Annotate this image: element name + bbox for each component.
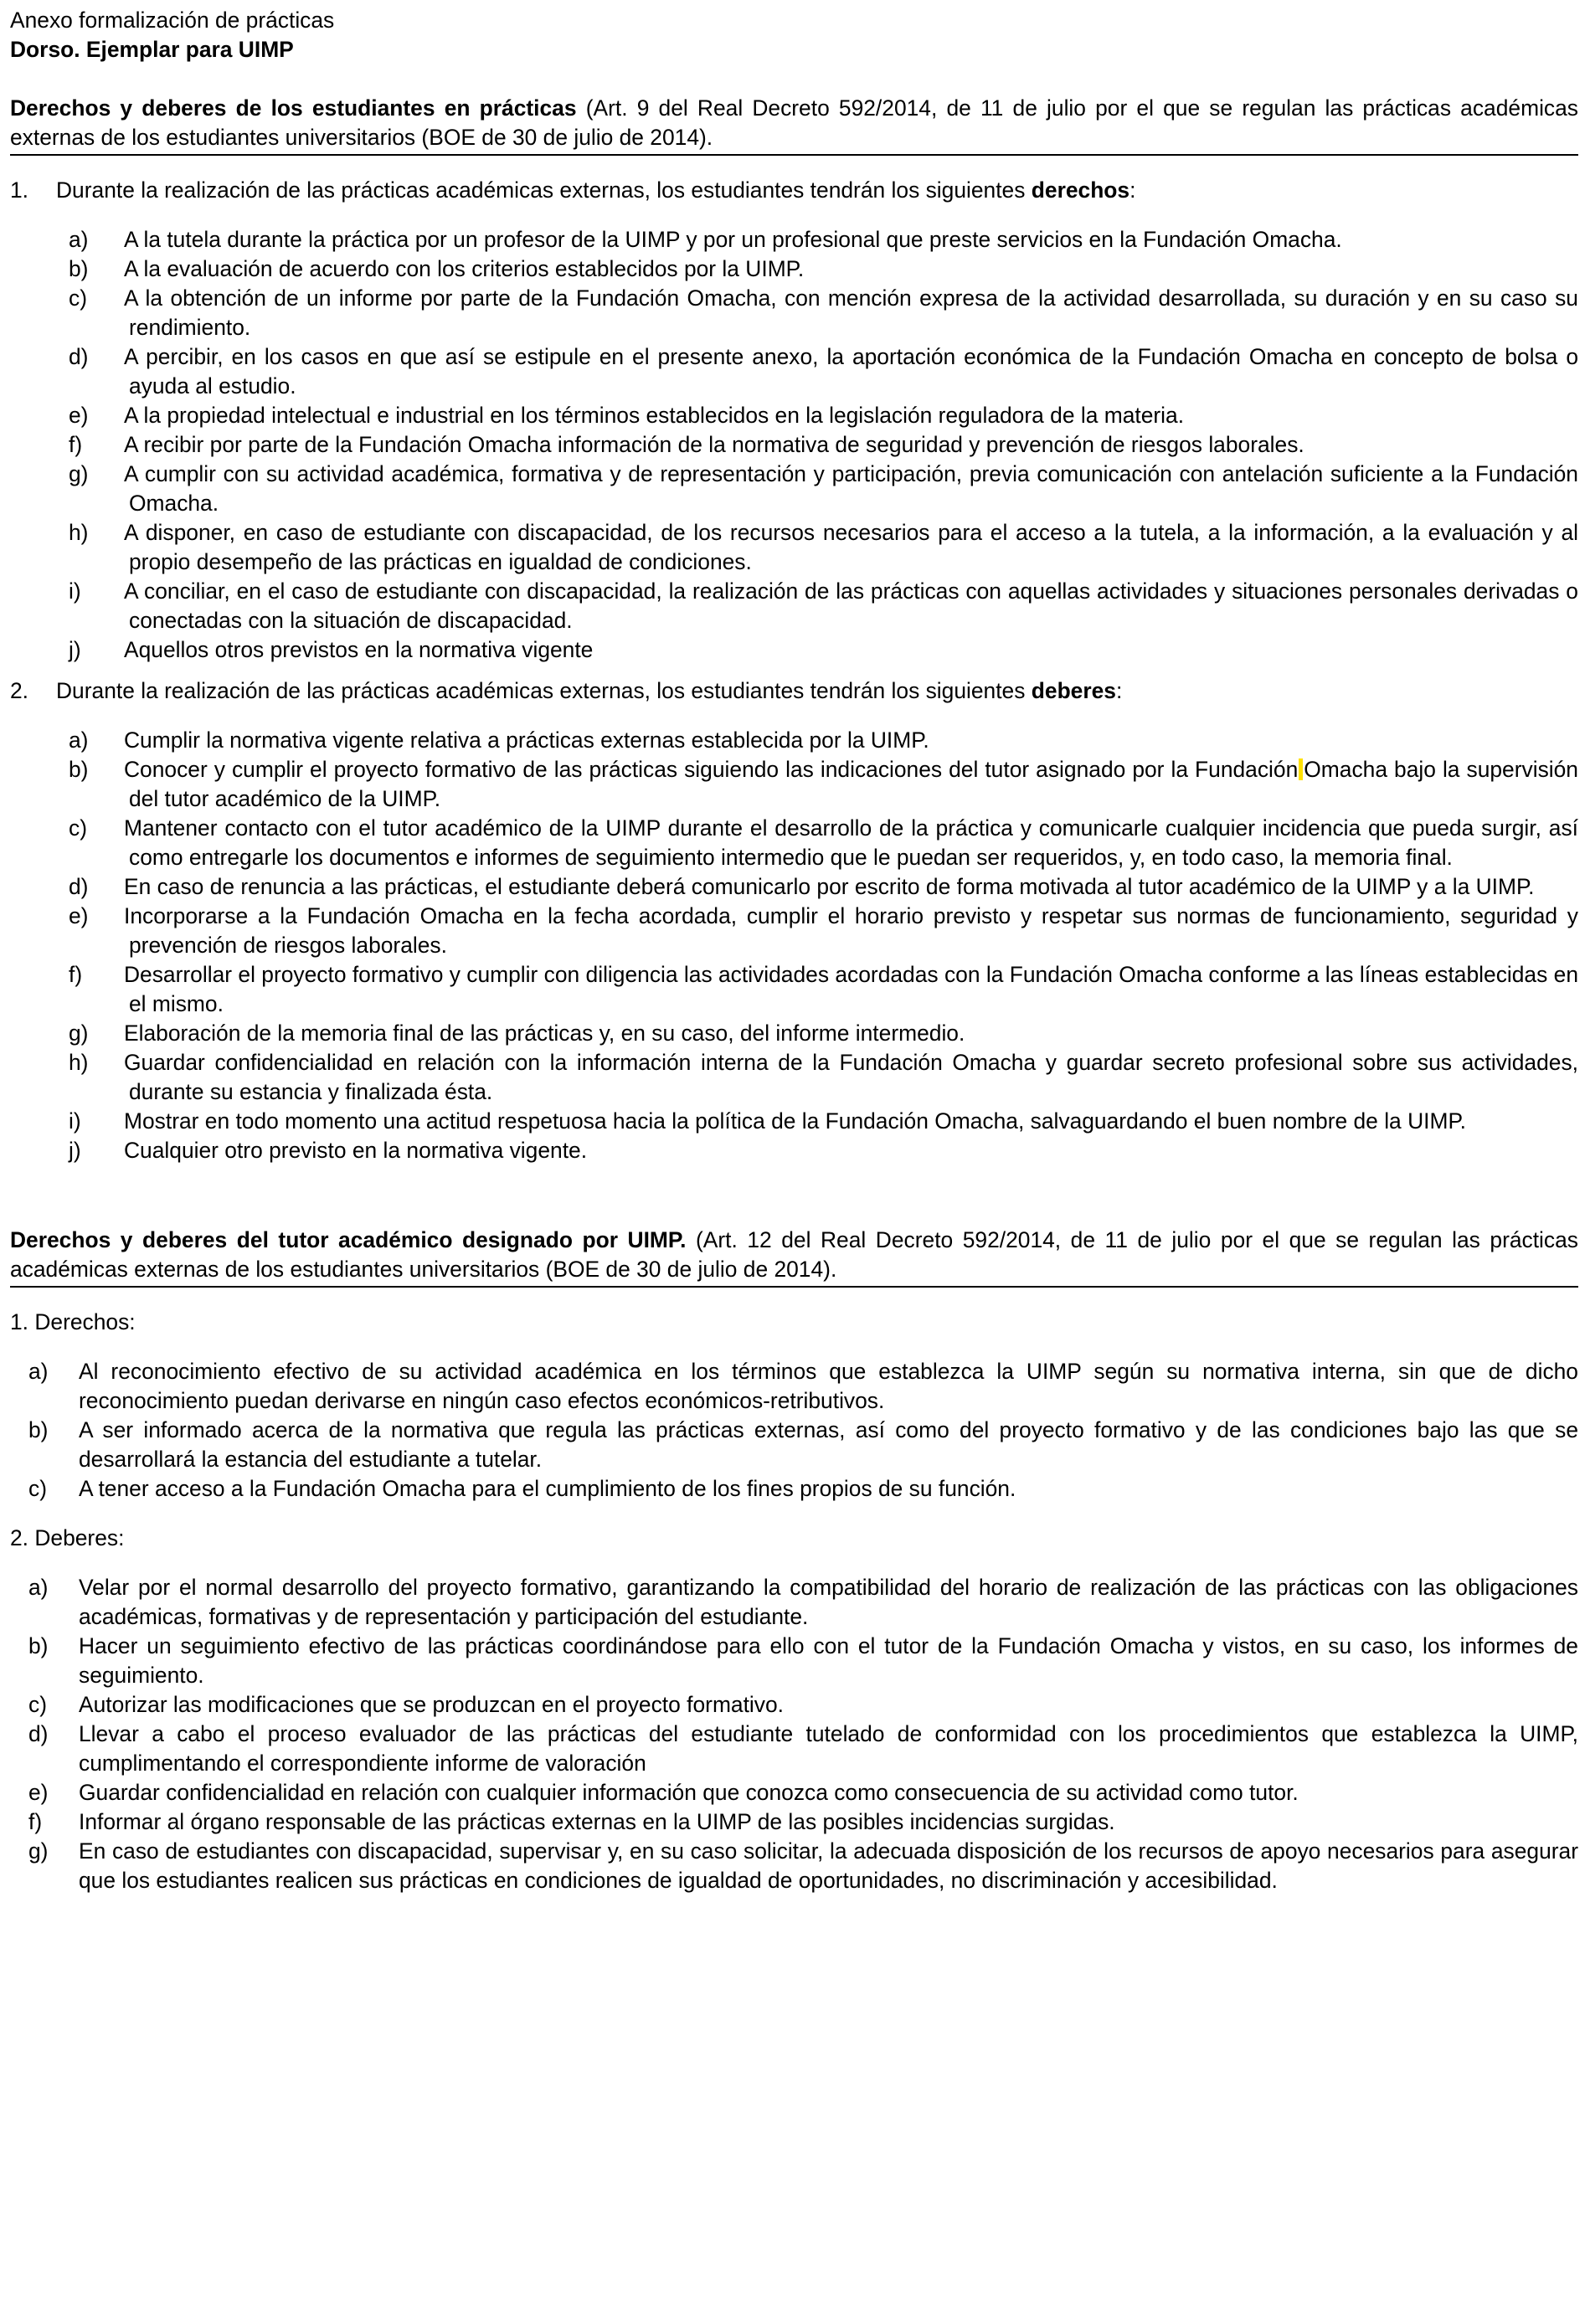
- item-label: c): [69, 815, 87, 841]
- list-item: [10, 902, 1578, 960]
- item-label: i): [69, 578, 81, 604]
- list-item: [10, 460, 1578, 518]
- item-label: f): [28, 1809, 43, 1834]
- item-text: A ser informado acerca de la normativa que regula las prácticas externas, así como del proyecto formativo y de las condiciones bajo las que se desarrollará la estancia del estudiante a tutelar.: [79, 1417, 1578, 1472]
- tutor-duties-list: [10, 1573, 1578, 1895]
- item-label: d): [69, 874, 89, 899]
- list-item: [10, 1837, 1578, 1895]
- intro-tail: :: [1116, 678, 1123, 703]
- item-label: h): [69, 1050, 89, 1075]
- item-label: c): [69, 285, 87, 311]
- item-text: A la tutela durante la práctica por un profesor de la UIMP y por un profesional que preste servicios en la Fundación Omacha.: [124, 227, 1342, 252]
- list-item: [10, 284, 1578, 342]
- item-label: b): [69, 256, 89, 281]
- item-text: Mantener contacto con el tutor académico de la UIMP durante el desarrollo de la práctica y comunicarle cualquier incidencia que pueda surgir, así como entregarle los documentos e informes de seguimiento intermedio que le puedan ser requeridos, y, en todo caso, la memoria final.: [124, 815, 1578, 870]
- annex-title: Anexo formalización de prácticas: [10, 8, 335, 33]
- item-text: Hacer un seguimiento efectivo de las prácticas coordinándose para ello con el tutor de la Fundación Omacha y vistos, en su caso, los informes de seguimiento.: [79, 1633, 1578, 1688]
- list-item: [10, 1357, 1578, 1416]
- students-section-reference: (Art. 9 del Real Decreto 592/2014, de 11 de julio por el que se regulan las prácticas académicas externas de los estudiantes universitarios (BOE de 30 de julio de 2014).: [10, 95, 1578, 150]
- tutor-rights-heading: 1. Derechos:: [10, 1309, 136, 1334]
- item-label: e): [69, 403, 89, 428]
- item-text: Llevar a cabo el proceso evaluador de las prácticas del estudiante tutelado de conformidad con los procedimientos que establezca la UIMP, cumplimentando el correspondiente informe de valoración: [79, 1721, 1578, 1776]
- students-duties-intro: [10, 676, 1578, 706]
- tutor-rights-list: [10, 1357, 1578, 1504]
- students-duties-list: [10, 726, 1578, 814]
- list-item: [10, 1107, 1578, 1136]
- tutor-duties-heading: 2. Deberes:: [10, 1525, 125, 1550]
- list-item: [10, 960, 1578, 1019]
- item-label: b): [69, 757, 89, 782]
- item-label: h): [69, 520, 89, 545]
- item-label: d): [69, 344, 89, 369]
- item-label: i): [69, 1108, 81, 1134]
- item-label: g): [69, 461, 89, 486]
- item-text: Cualquier otro previsto en la normativa vigente.: [124, 1138, 588, 1163]
- list-item: [10, 1778, 1578, 1807]
- item-label: e): [69, 903, 89, 928]
- item-text: A la evaluación de acuerdo con los criterios establecidos por la UIMP.: [124, 256, 805, 281]
- list-item: [10, 225, 1578, 255]
- item-text: A percibir, en los casos en que así se estipule en el presente anexo, la aportación económica de la Fundación Omacha en concepto de bolsa o ayuda al estudio.: [124, 344, 1578, 398]
- item-label: c): [28, 1476, 47, 1501]
- list-item: [10, 1573, 1578, 1632]
- item-text: Guardar confidencialidad en relación con cualquier información que conozca como consecuencia de su actividad como tutor.: [79, 1780, 1299, 1805]
- item-number: 1.: [10, 177, 29, 203]
- item-text-part: Omacha bajo la supervisión del tutor académico de la UIMP.: [129, 757, 1578, 811]
- students-rights-list: [10, 225, 1578, 665]
- item-label: b): [28, 1633, 49, 1658]
- item-text: Mostrar en todo momento una actitud respetuosa hacia la política de la Fundación Omacha, salvaguardando el buen nombre de la UIMP.: [124, 1108, 1466, 1134]
- intro-text: Durante la realización de las prácticas académicas externas, los estudiantes tendrán los siguientes: [56, 678, 1032, 703]
- students-section-heading: [10, 94, 1578, 152]
- item-label: a): [69, 227, 89, 252]
- list-item: [10, 726, 1578, 755]
- list-item: [10, 814, 1578, 872]
- item-label: b): [28, 1417, 49, 1442]
- copy-designation: Dorso. Ejemplar para UIMP: [10, 37, 294, 62]
- item-text: Desarrollar el proyecto formativo y cumplir con diligencia las actividades acordadas con la Fundación Omacha conforme a las líneas establecidas en el mismo.: [124, 962, 1578, 1016]
- item-text: Cumplir la normativa vigente relativa a prácticas externas establecida por la UIMP.: [124, 728, 929, 753]
- item-text: [124, 755, 1578, 814]
- tutor-section-reference: (Art. 12 del Real Decreto 592/2014, de 11 de julio por el que se regulan las prácticas académicas externas de los estudiantes universitarios (BOE de 30 de julio de 2014).: [10, 1227, 1578, 1282]
- item-text: En caso de estudiantes con discapacidad, supervisar y, en su caso solicitar, la adecuada disposición de los recursos de apoyo necesarios para asegurar que los estudiantes realicen sus prácticas en condiciones de igualdad de oportunidades, no discriminación y accesibilidad.: [79, 1838, 1578, 1893]
- item-text: Autorizar las modificaciones que se produzcan en el proyecto formativo.: [79, 1692, 785, 1717]
- text-cursor-highlight: [1299, 758, 1303, 780]
- item-text: Informar al órgano responsable de las prácticas externas en la UIMP de las posibles incidencias surgidas.: [79, 1809, 1115, 1834]
- item-text: Elaboración de la memoria final de las prácticas y, en su caso, del informe intermedio.: [124, 1021, 965, 1046]
- item-label: g): [69, 1021, 89, 1046]
- list-item: [10, 1720, 1578, 1778]
- list-item: [10, 1416, 1578, 1474]
- item-text: A disponer, en caso de estudiante con discapacidad, de los recursos necesarios para el acceso a la tutela, a la información, a la evaluación y al propio desempeño de las prácticas en igualdad de condiciones.: [124, 520, 1578, 574]
- item-label: j): [69, 637, 81, 662]
- item-text: Incorporarse a la Fundación Omacha en la fecha acordada, cumplir el horario previsto y respetar sus normas de funcionamiento, seguridad y prevención de riesgos laborales.: [124, 903, 1578, 958]
- item-label: f): [69, 432, 83, 457]
- students-rights-intro: [10, 176, 1578, 205]
- item-label: d): [28, 1721, 49, 1746]
- document-page: [10, 6, 1578, 1895]
- students-duties-list-continued: [10, 814, 1578, 1165]
- list-item: [10, 1632, 1578, 1690]
- list-item: [10, 342, 1578, 401]
- list-item: [10, 1019, 1578, 1048]
- item-text-part: Conocer y cumplir el proyecto formativo de las prácticas siguiendo las indicaciones del tutor asignado por la Fundación: [124, 757, 1299, 782]
- list-item: [10, 1807, 1578, 1837]
- intro-tail: :: [1129, 177, 1136, 203]
- item-text: A la propiedad intelectual e industrial en los términos establecidos en la legislación reguladora de la materia.: [124, 403, 1185, 428]
- list-item: [10, 255, 1578, 284]
- list-item: [10, 1136, 1578, 1165]
- list-item: [10, 1474, 1578, 1504]
- item-label: f): [69, 962, 83, 987]
- students-section-title: Derechos y deberes de los estudiantes en prácticas: [10, 95, 577, 121]
- tutor-section-heading: [10, 1226, 1578, 1284]
- list-item: [10, 401, 1578, 430]
- item-text: A conciliar, en el caso de estudiante con discapacidad, la realización de las prácticas con aquellas actividades y situaciones personales derivadas o conectadas con la situación de discapacidad.: [124, 578, 1578, 633]
- tutor-section-title: Derechos y deberes del tutor académico designado por UIMP.: [10, 1227, 687, 1252]
- intro-text: Durante la realización de las prácticas académicas externas, los estudiantes tendrán los siguientes: [56, 177, 1032, 203]
- item-label: g): [28, 1838, 49, 1864]
- list-item: [10, 577, 1578, 635]
- item-text: Velar por el normal desarrollo del proyecto formativo, garantizando la compatibilidad del horario de realización de las prácticas con las obligaciones académicas, formativas y de representación y participación del estudiante.: [79, 1575, 1578, 1629]
- item-text: A la obtención de un informe por parte de la Fundación Omacha, con mención expresa de la actividad desarrollada, su duración y en su caso su rendimiento.: [124, 285, 1578, 340]
- item-label: e): [28, 1780, 49, 1805]
- duties-keyword: deberes: [1031, 678, 1116, 703]
- item-text: Al reconocimiento efectivo de su actividad académica en los términos que establezca la UIMP según su normativa interna, sin que de dicho reconocimiento puedan derivarse en ningún caso efectos económicos-retributivos.: [79, 1359, 1578, 1413]
- item-text: Aquellos otros previstos en la normativa vigente: [124, 637, 594, 662]
- item-label: j): [69, 1138, 81, 1163]
- list-item: [10, 635, 1578, 665]
- list-item: [10, 430, 1578, 460]
- item-label: a): [28, 1575, 49, 1600]
- item-text: A recibir por parte de la Fundación Omacha información de la normativa de seguridad y prevención de riesgos laborales.: [124, 432, 1304, 457]
- list-item: [10, 755, 1578, 814]
- list-item: [10, 872, 1578, 902]
- item-label: a): [28, 1359, 49, 1384]
- list-item: [10, 518, 1578, 577]
- rights-keyword: derechos: [1031, 177, 1130, 203]
- item-text: Guardar confidencialidad en relación con la información interna de la Fundación Omacha y guardar secreto profesional sobre sus actividades, durante su estancia y finalizada ésta.: [124, 1050, 1578, 1104]
- item-label: c): [28, 1692, 47, 1717]
- item-text: En caso de renuncia a las prácticas, el estudiante deberá comunicarlo por escrito de forma motivada al tutor académico de la UIMP y a la UIMP.: [124, 874, 1535, 899]
- item-text: A cumplir con su actividad académica, formativa y de representación y participación, previa comunicación con antelación suficiente a la Fundación Omacha.: [124, 461, 1578, 516]
- item-number: 2.: [10, 678, 29, 703]
- item-label: a): [69, 728, 89, 753]
- item-text: A tener acceso a la Fundación Omacha para el cumplimiento de los fines propios de su función.: [79, 1476, 1016, 1501]
- list-item: [10, 1690, 1578, 1720]
- list-item: [10, 1048, 1578, 1107]
